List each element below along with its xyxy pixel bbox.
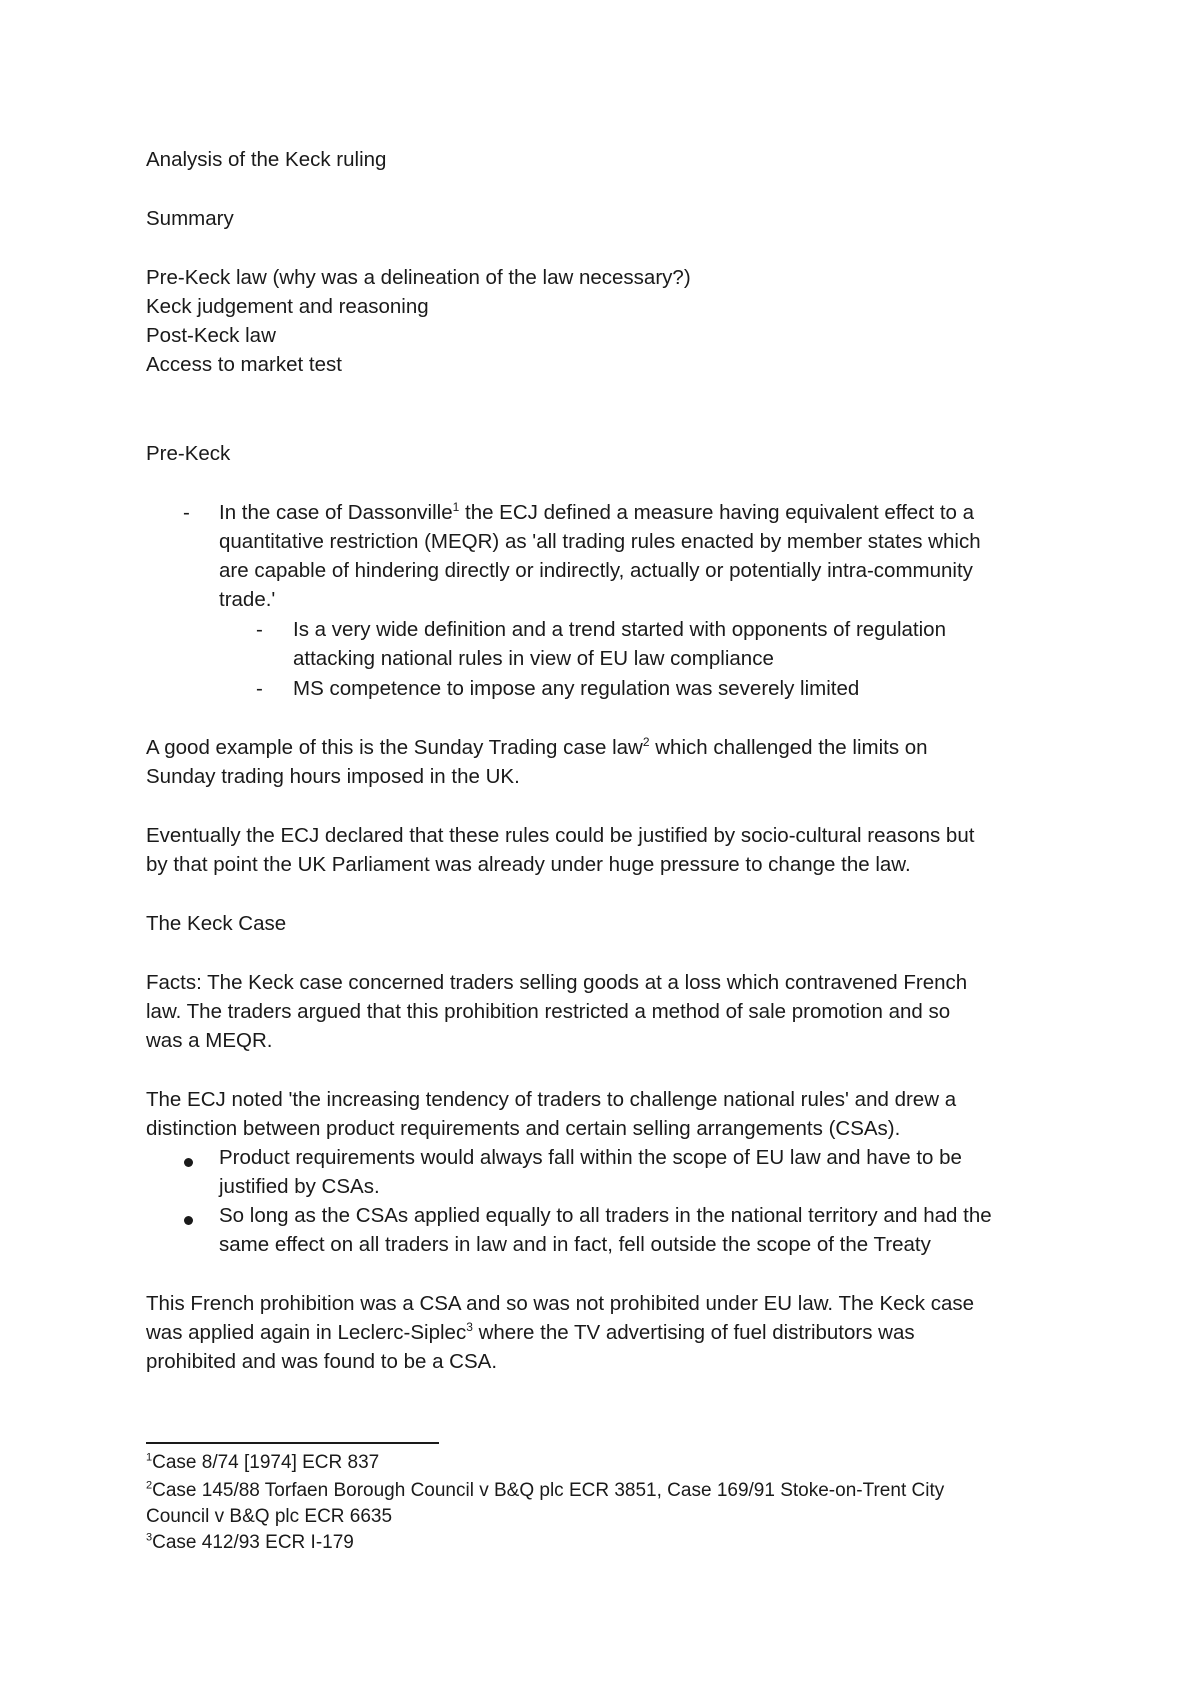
- dash-sub-bullet-marker: -: [256, 677, 263, 700]
- paragraph-conclusion-line1: This French prohibition was a CSA and so was not prohibited under EU law. The Keck case: [146, 1292, 975, 1315]
- footnote-1: $^1$Case 8/74 [1974] ECR 837: [146, 1451, 380, 1473]
- summary-item: Access to market test: [146, 353, 342, 376]
- bullet-product-requirements-line1: Product requirements would always fall within the scope of EU law and have to be: [219, 1146, 962, 1169]
- footnote-3: $^3$Case 412/93 ECR I-179: [146, 1531, 354, 1553]
- dash-bullet-marker: -: [183, 501, 190, 524]
- sub-bullet-wide-definition-line2: attacking national rules in view of EU law compliance: [293, 647, 774, 670]
- paragraph-facts-line3: was a MEQR.: [146, 1029, 273, 1052]
- paragraph-sunday-trading-line2: Sunday trading hours imposed in the UK.: [146, 765, 520, 788]
- footnote-divider: [146, 1442, 439, 1444]
- summary-item: Pre-Keck law (why was a delineation of the law necessary?): [146, 266, 691, 289]
- dash-sub-bullet-marker: -: [256, 618, 263, 641]
- footnote-ref-2: 2: [642, 735, 650, 750]
- paragraph-eventually-line1: Eventually the ECJ declared that these rules could be justified by socio-cultural reasons but: [146, 824, 975, 847]
- bullet-dassonville-line2: quantitative restriction (MEQR) as 'all trading rules enacted by member states which: [219, 530, 981, 553]
- sub-bullet-wide-definition-line1: Is a very wide definition and a trend started with opponents of regulation: [293, 618, 946, 641]
- section-heading-keck-case: The Keck Case: [146, 912, 287, 935]
- bullet-dassonville-line1: In the case of Dassonville$^1$ the ECJ defined a measure having equivalent effect to a: [219, 500, 975, 524]
- paragraph-conclusion-line3: prohibited and was found to be a CSA.: [146, 1350, 498, 1373]
- paragraph-facts-line2: law. The traders argued that this prohibition restricted a method of sale promotion and so: [146, 1000, 951, 1023]
- bullet-product-requirements-line2: justified by CSAs.: [219, 1175, 380, 1198]
- footnote-ref-1: 1: [452, 500, 460, 515]
- bullet-dot-icon: [184, 1216, 193, 1225]
- paragraph-eventually-line2: by that point the UK Parliament was already under huge pressure to change the law.: [146, 853, 911, 876]
- footnote-2-line2: Council v B&Q plc ECR 6635: [146, 1506, 393, 1527]
- paragraph-ecj-line2: distinction between product requirements and certain selling arrangements (CSAs).: [146, 1117, 901, 1140]
- summary-item: Keck judgement and reasoning: [146, 295, 429, 318]
- summary-item: Post-Keck law: [146, 324, 276, 347]
- paragraph-conclusion-line2: was applied again in Leclerc-Siplec$^3$ where the TV advertising of fuel distributors was: [146, 1320, 915, 1344]
- footnote-ref-3: 3: [466, 1320, 473, 1335]
- paragraph-facts-line1: Facts: The Keck case concerned traders selling goods at a loss which contravened French: [146, 971, 968, 994]
- paragraph-sunday-trading-line1: A good example of this is the Sunday Trading case law$^2$ which challenged the limits on: [146, 735, 928, 759]
- section-heading-pre-keck: Pre-Keck: [146, 442, 231, 465]
- bullet-dassonville-line4: trade.': [219, 588, 276, 611]
- document-title: Analysis of the Keck ruling: [146, 148, 387, 171]
- bullet-csas-line1: So long as the CSAs applied equally to all traders in the national territory and had the: [219, 1204, 992, 1227]
- footnote-2-line1: $^2$Case 145/88 Torfaen Borough Council v B&Q plc ECR 3851, Case 169/91 Stoke-on-Trent City: [146, 1479, 945, 1501]
- bullet-csas-line2: same effect on all traders in law and in fact, fell outside the scope of the Treaty: [219, 1233, 931, 1256]
- sub-bullet-ms-competence: MS competence to impose any regulation was severely limited: [293, 677, 860, 700]
- paragraph-ecj-line1: The ECJ noted 'the increasing tendency of traders to challenge national rules' and drew a: [146, 1088, 957, 1111]
- bullet-dot-icon: [184, 1158, 193, 1167]
- summary-heading: Summary: [146, 207, 234, 230]
- bullet-dassonville-line3: are capable of hindering directly or indirectly, actually or potentially intra-community: [219, 559, 973, 582]
